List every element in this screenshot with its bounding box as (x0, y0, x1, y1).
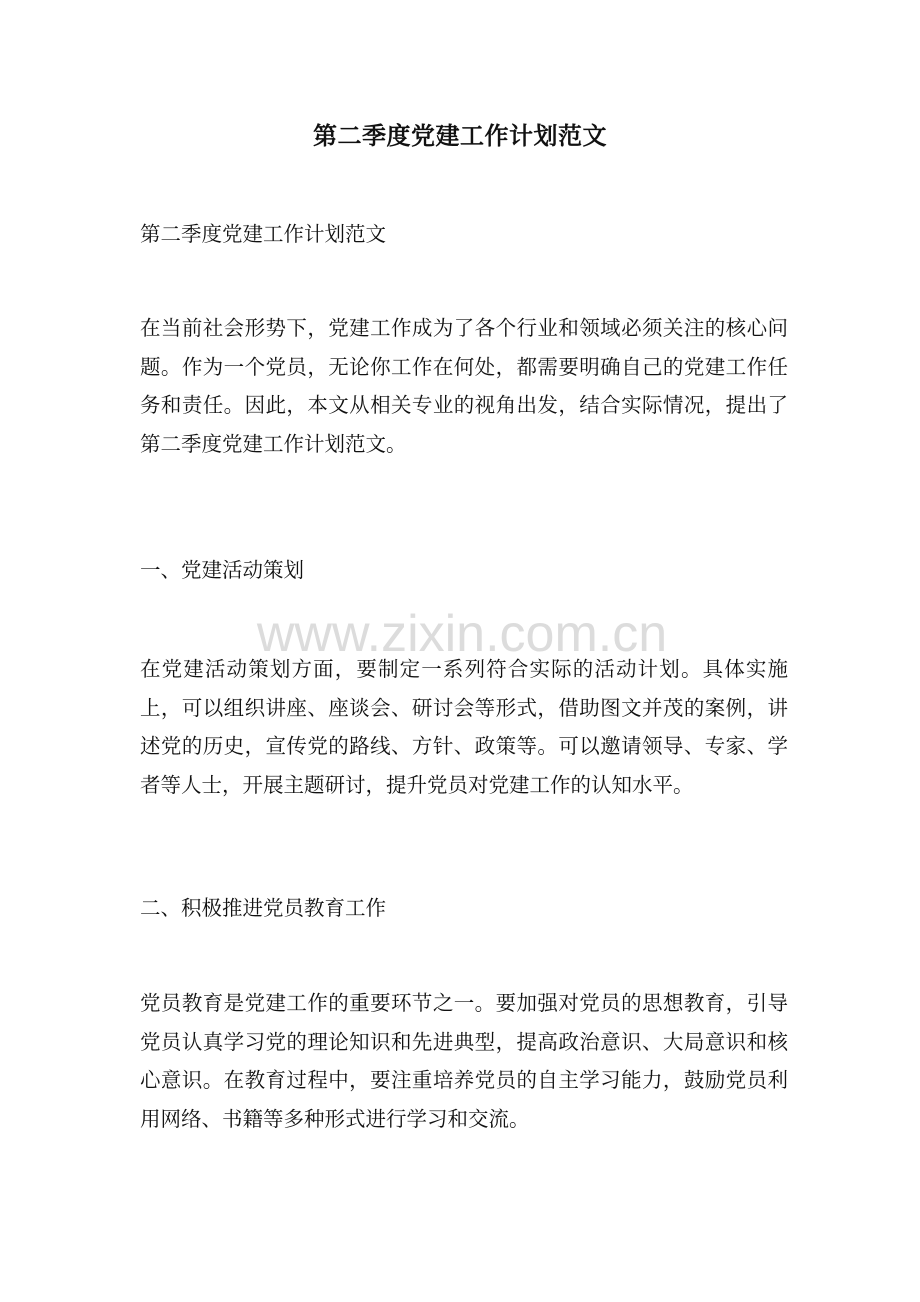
document-subtitle: 第二季度党建工作计划范文 (140, 222, 386, 246)
section-heading-member-education: 二、积极推进党员教育工作 (140, 896, 386, 920)
watermark-text: www.zixin.com.cn (256, 605, 668, 663)
section-body-activity-planning: 在党建活动策划方面，要制定一系列符合实际的活动计划。具体实施上，可以组织讲座、座谈会、研讨会等形式，借助图文并茂的案例，讲述党的历史，宣传党的路线、方针、政策等。可以邀请领导、专家、学者等人士，开展主题研讨，提升党员对党建工作的认知水平。 (140, 657, 788, 797)
section-body-member-education: 党员教育是党建工作的重要环节之一。要加强对党员的思想教育，引导党员认真学习党的理论知识和先进典型，提高政治意识、大局意识和核心意识。在教育过程中，要注重培养党员的自主学习能力，鼓励党员利用网络、书籍等多种形式进行学习和交流。 (140, 991, 788, 1131)
section-heading-activity-planning: 一、党建活动策划 (140, 558, 304, 582)
intro-paragraph: 在当前社会形势下，党建工作成为了各个行业和领域必须关注的核心问题。作为一个党员，无论你工作在何处，都需要明确自己的党建工作任务和责任。因此，本文从相关专业的视角出发，结合实际情况，提出了第二季度党建工作计划范文。 (140, 316, 788, 456)
document-title: 第二季度党建工作计划范文 (313, 121, 607, 150)
